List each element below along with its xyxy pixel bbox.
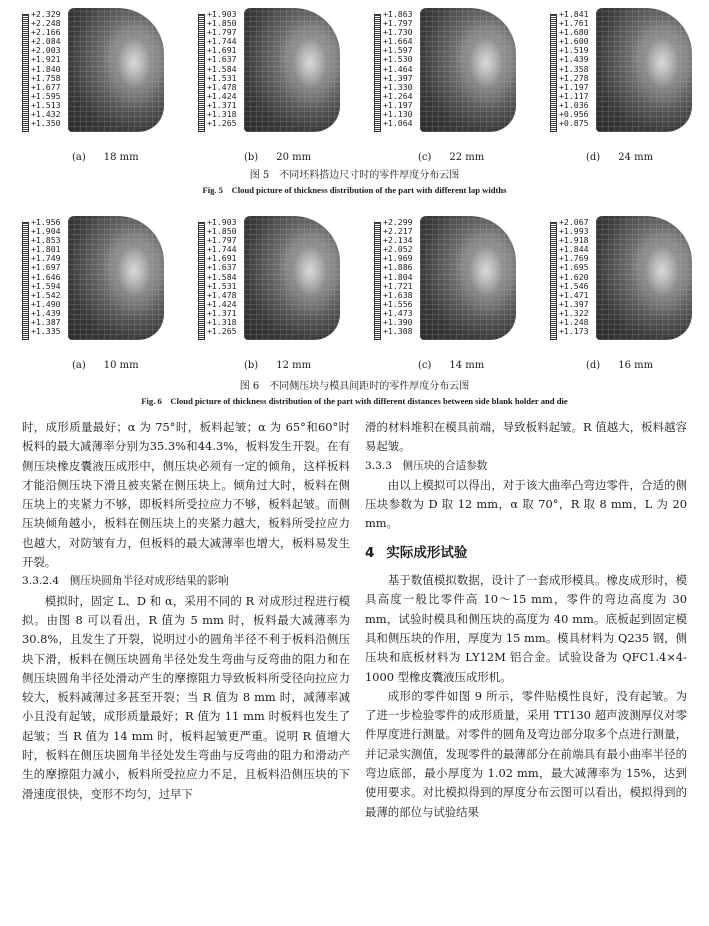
fig6-sublabel-c: (c) 14 mm — [418, 360, 485, 371]
fig6-caption-en: Fig. 6 Cloud picture of thickness distribution of the part with different distances between side blank holder and die — [141, 396, 568, 406]
thickness-contour-image — [68, 8, 164, 132]
paragraph: 时，成形质量最好；α 为 75°时，板料起皱；α 为 65°和60°时板料的最大减薄率分别为35.3%和44.3%，板料发生开裂。在有侧压块橡皮囊液压成形中，侧压块必须有一定的倾角，这样板料才能沿侧压块下滑且被夹紧在侧压块上。倾角过大时，板料在侧压块上的夹紧力不够，即板料所受拉应力不够，板料起皱。而侧压块倾角越小，板料在侧压块上的夹紧力越大，板料所受拉应力也越大，对防皱有力，但板料的最大减薄率也增大，板料易发生开裂。 — [22, 420, 350, 570]
fig5-sublabel-d: (d) 24 mm — [586, 152, 654, 163]
legend-values: +1.841 +1.761 +1.680 +1.600 +1.519 +1.439 +1.358 +1.278 +1.197 +1.117 +1.036 +0.956 +0.875 — [559, 9, 589, 129]
fig5-panel-d — [528, 4, 698, 144]
fig5-panel-a — [0, 4, 170, 144]
thickness-contour-image — [244, 216, 340, 340]
fig6-panel-a — [0, 212, 170, 352]
fig5-panel-c — [352, 4, 522, 144]
fig6-sublabel-a: (a) 10 mm — [72, 360, 139, 371]
left-column — [22, 418, 350, 804]
fig5-sublabel-a: (a) 18 mm — [72, 152, 139, 163]
thickness-contour-image — [68, 216, 164, 340]
section-heading-3-3-2-4: 3.3.2.4 侧压块圆角半径对成形结果的影响 — [22, 575, 229, 588]
thickness-contour-image — [420, 8, 516, 132]
fig5-caption-en: Fig. 5 Cloud picture of thickness distribution of the part with different lap widths — [202, 185, 507, 195]
thickness-contour-image — [596, 216, 692, 340]
legend-values: +2.299 +2.217 +2.134 +2.052 +1.969 +1.886 +1.804 +1.721 +1.638 +1.556 +1.473 +1.390 +1.308 — [383, 217, 413, 337]
legend-values: +2.329 +2.248 +2.166 +2.084 +2.003 +1.921 +1.840 +1.758 +1.677 +1.595 +1.513 +1.432 +1.350 — [31, 9, 61, 129]
fig6-panel-b — [176, 212, 346, 352]
legend-values: +1.956 +1.904 +1.853 +1.801 +1.749 +1.697 +1.646 +1.594 +1.542 +1.490 +1.439 +1.387 +1.335 — [31, 217, 61, 337]
fig6-sublabel-d: (d) 16 mm — [586, 360, 654, 371]
paragraph: 成形的零件如图 9 所示，零件贴模性良好，没有起皱。为了进一步检验零件的成形质量，采用 TT130 超声波测厚仪对零件厚度进行测量。对零件的圆角及弯边部分取多个点进行测量，并记录实测值，发现零件的最薄部分在前端具有最小曲率半径的弯边底部，最小厚度为 1.02 mm，最大减薄率为 15%，达到使用要求。对比模拟得到的厚度分布云图可以看出，模拟得到的最薄的部位与试验结果 — [365, 688, 687, 819]
fig5-caption-cn: 图 5 不同坯料搭边尺寸时的零件厚度分布云图 — [249, 170, 460, 181]
section-heading-4: 4 实际成形试验 — [365, 544, 468, 561]
legend-values: +1.863 +1.797 +1.730 +1.664 +1.597 +1.530 +1.464 +1.397 +1.330 +1.264 +1.197 +1.130 +1.064 — [383, 9, 413, 129]
paragraph: 模拟时，固定 L、D 和 α，采用不同的 R 对成形过程进行模拟。由图 8 可以看出，R 值为 5 mm 时，板料最大减薄率为 30.8%，且发生了开裂，说明过小的圆角半径不利于板料沿侧压块下滑，板料在侧压块圆角半径处发生弯曲与反弯曲的阻力和在侧压块圆角半径处滑动产生的摩擦阻力导致板料所受径向拉应力较大，板料减薄过多甚至开裂；当 R 值为 8 mm 时，减薄率减小且没有起皱，成形质量最好；R 值为 11 mm 时板料也发生了起皱；当 R 值为 14 mm 时，板料起皱更严重。说明 R 值增大时，板料在侧压块圆角半径处发生弯曲与反弯曲的阻力和滑动产生的摩擦阻力减小，板料所受拉应力不足，且板料沿侧压块的下滑速度很快，变形不均匀，过早下 — [22, 593, 350, 801]
fig5-sublabel-b: (b) 20 mm — [244, 152, 312, 163]
legend-values: +1.903 +1.850 +1.797 +1.744 +1.691 +1.637 +1.584 +1.531 +1.478 +1.424 +1.371 +1.318 +1.265 — [207, 9, 237, 129]
legend-values: +2.067 +1.993 +1.918 +1.844 +1.769 +1.695 +1.620 +1.546 +1.471 +1.397 +1.322 +1.248 +1.173 — [559, 217, 589, 337]
fig6-panel-d — [528, 212, 698, 352]
thickness-contour-image — [420, 216, 516, 340]
paragraph: 基于数值模拟数据，设计了一套成形模具。橡皮成形时，模具高度一般比零件高 10～15 mm，零件的弯边高度为 30 mm，试验时模具和侧压块的高度为 40 mm。底板起到固定模具和侧压块的作用，厚度为 15 mm。模具材料为 Q235 钢，侧压块和底板材料为 LY12M 铝合金。试验设备为 QFC1.4×4-1000 型橡皮囊液压成形机。 — [365, 573, 687, 684]
paragraph: 由以上模拟可以得出，对于该大曲率凸弯边零件，合适的侧压块参数为 D 取 12 mm，α 取 70°，R 取 8 mm，L 为 20 mm。 — [365, 477, 687, 531]
figure-5 — [0, 4, 709, 163]
section-heading-3-3-3: 3.3.3 侧压块的合适参数 — [365, 459, 488, 472]
fig6-caption-cn: 图 6 不同侧压块与模具间距时的零件厚度分布云图 — [239, 381, 470, 392]
thickness-contour-image — [244, 8, 340, 132]
right-column — [365, 418, 687, 822]
fig6-panel-c — [352, 212, 522, 352]
fig5-sublabel-c: (c) 22 mm — [418, 152, 485, 163]
paragraph: 滑的材料堆积在模具前端，导致板料起皱。R 值越大，板料越容易起皱。 — [365, 420, 687, 454]
thickness-contour-image — [596, 8, 692, 132]
legend-values: +1.903 +1.850 +1.797 +1.744 +1.691 +1.637 +1.584 +1.531 +1.478 +1.424 +1.371 +1.318 +1.265 — [207, 217, 237, 337]
fig5-panel-b — [176, 4, 346, 144]
fig6-sublabel-b: (b) 12 mm — [244, 360, 312, 371]
figure-6 — [0, 212, 709, 371]
